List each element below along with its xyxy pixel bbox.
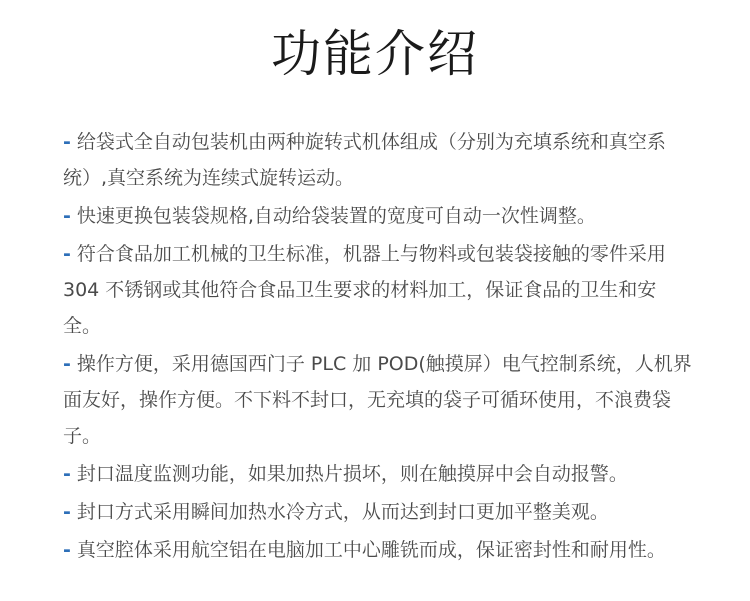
feature-text: 封口温度监测功能，如果加热片损坏，则在触摸屏中会自动报警。 <box>76 463 628 485</box>
feature-item <box>63 346 693 454</box>
feature-item <box>63 456 693 492</box>
feature-item <box>63 532 693 568</box>
feature-text: 符合食品加工机械的卫生标准，机器上与物料或包装袋接触的零件采用 304 不锈钢或其他符合食品卫生要求的材料加工，保证食品的卫生和安全。 <box>63 243 666 337</box>
feature-list <box>63 124 693 568</box>
bullet-dash: - <box>63 353 71 375</box>
feature-item <box>63 494 693 530</box>
bullet-dash: - <box>63 501 71 523</box>
bullet-dash: - <box>63 131 71 153</box>
feature-text: 操作方便，采用德国西门子 PLC 加 POD(触摸屏）电气控制系统，人机界面友好，操作方便。不下料不封口，无充填的袋子可循环使用，不浪费袋子。 <box>63 353 692 447</box>
feature-text: 封口方式采用瞬间加热水冷方式，从而达到封口更加平整美观。 <box>76 501 609 523</box>
bullet-dash: - <box>63 539 71 561</box>
bullet-dash: - <box>63 243 71 265</box>
bullet-dash: - <box>63 463 71 485</box>
feature-text: 快速更换包装袋规格,自动给袋装置的宽度可自动一次性调整。 <box>76 205 596 227</box>
feature-item <box>63 124 693 196</box>
page-title: 功能介绍 <box>271 25 479 83</box>
feature-text: 给袋式全自动包装机由两种旋转式机体组成（分别为充填系统和真空系统）,真空系统为连续式旋转运动。 <box>63 131 666 189</box>
feature-text: 真空腔体采用航空铝在电脑加工中心雕铣而成，保证密封性和耐用性。 <box>76 539 666 561</box>
feature-item <box>63 236 693 344</box>
bullet-dash: - <box>63 205 71 227</box>
feature-item <box>63 198 693 234</box>
